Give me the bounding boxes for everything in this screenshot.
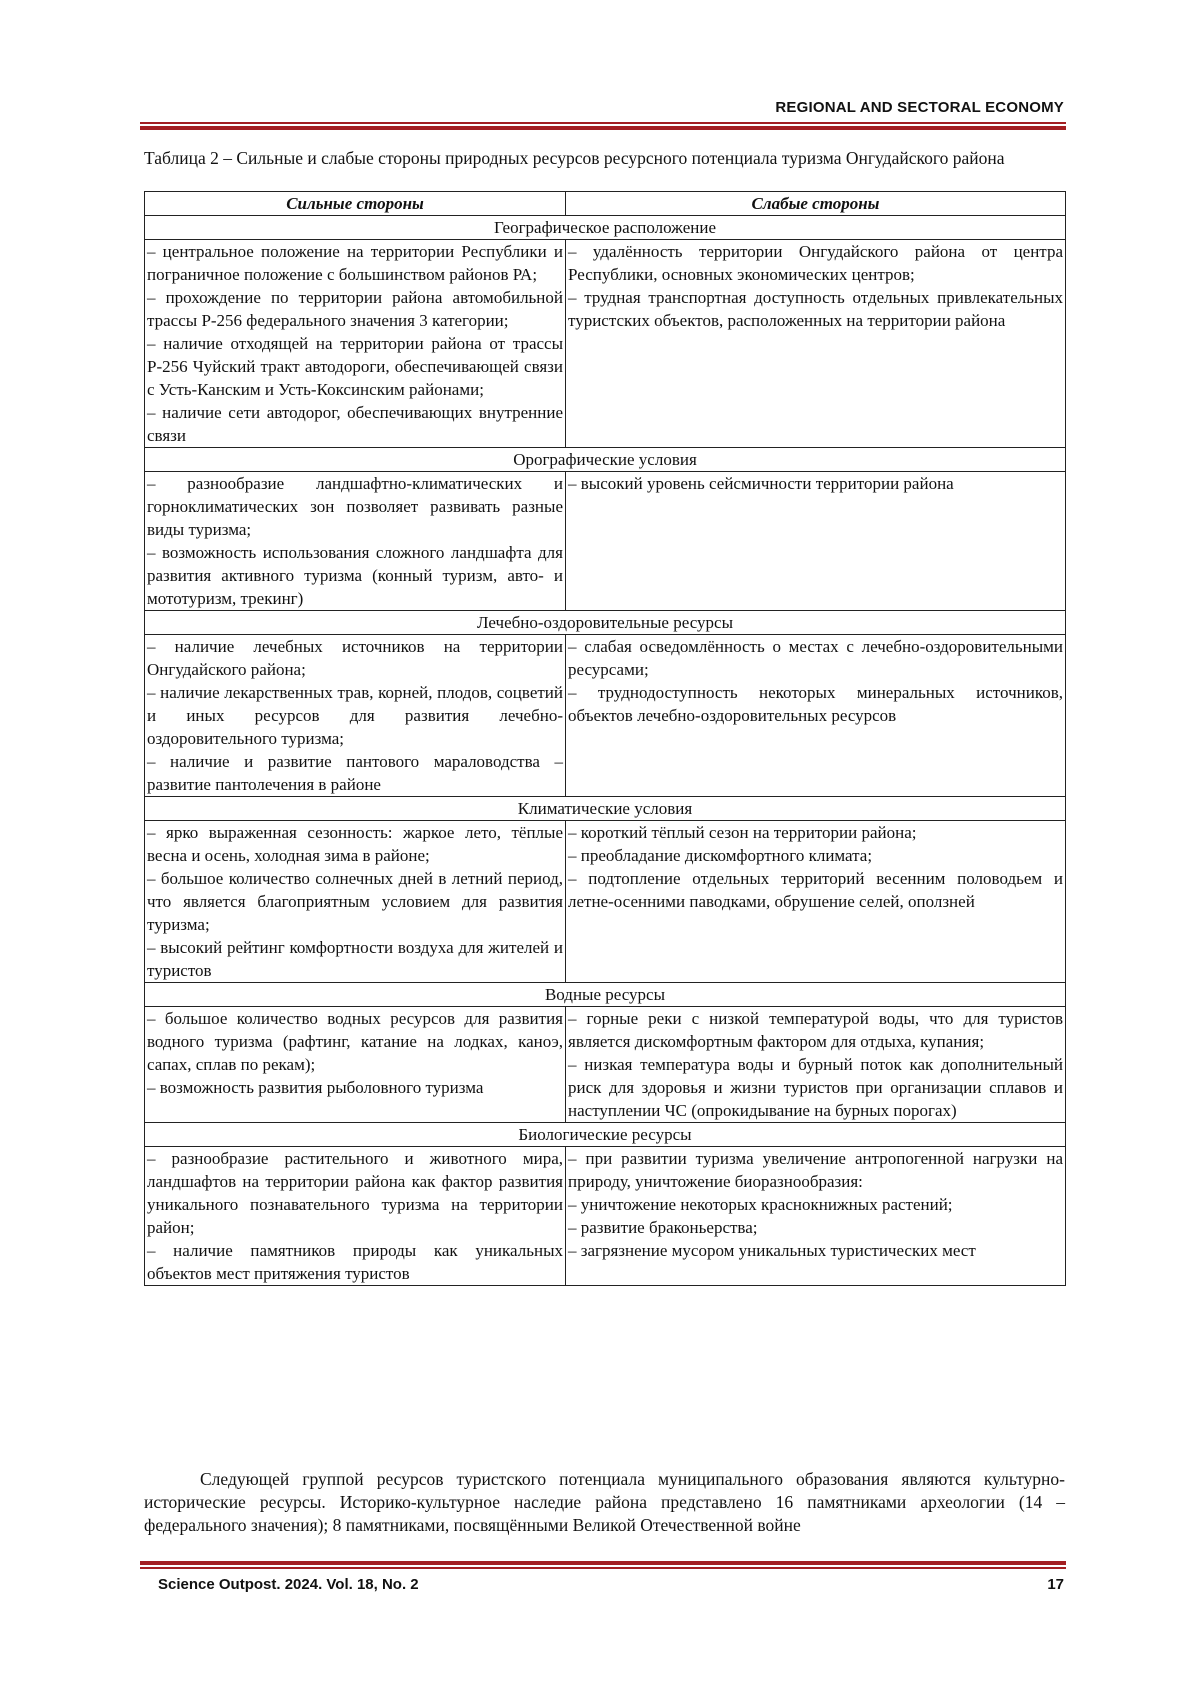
weaknesses-cell xyxy=(566,1147,1066,1286)
strengths-cell xyxy=(145,472,566,611)
strengths-cell xyxy=(145,635,566,797)
strengths-cell xyxy=(145,1007,566,1123)
weakness-item: – удалённость территории Онгудайского района от центра Республики, основных экономических центров; xyxy=(568,242,1063,284)
weakness-item: – слабая осведомлённость о местах с лечебно-оздоровительными ресурсами; xyxy=(568,637,1063,679)
section-content-row xyxy=(145,635,1066,797)
section-header-row xyxy=(145,983,1066,1007)
section-title: Биологические ресурсы xyxy=(145,1123,1066,1147)
section-title: Орографические условия xyxy=(145,448,1066,472)
strength-item: – наличие памятников природы как уникальных объектов мест притяжения туристов xyxy=(147,1241,563,1283)
section-header-row xyxy=(145,797,1066,821)
column-header-strong: Сильные стороны xyxy=(145,192,566,216)
body-paragraph: Следующей группой ресурсов туристского потенциала муниципального образования являются культурно-исторические ресурсы. Историко-культурное наследие района представлено 16 памятниками археологии (14 – федерального значения); 8 памятниками, посвящёнными Великой Отечественной войне xyxy=(144,1469,1065,1535)
strength-item: – наличие лечебных источников на территории Онгудайского района; xyxy=(147,637,563,679)
table-header-row xyxy=(145,192,1066,216)
section-title: Водные ресурсы xyxy=(145,983,1066,1007)
weaknesses-cell xyxy=(566,240,1066,448)
weakness-item: – загрязнение мусором уникальных туристических мест xyxy=(568,1241,976,1260)
strengths-cell xyxy=(145,240,566,448)
weakness-item: – развитие браконьерства; xyxy=(568,1218,758,1237)
strength-item: – возможность развития рыболовного туризма xyxy=(147,1078,484,1097)
footer-rule-thick xyxy=(140,1561,1066,1565)
strength-item: – большое количество водных ресурсов для развития водного туризма (рафтинг, катание на лодках, каноэ, сапах, сплав по рекам); xyxy=(147,1009,563,1074)
strength-item: – центральное положение на территории Республики и пограничное положение с большинством районов РА; xyxy=(147,242,563,284)
strengths-cell xyxy=(145,1147,566,1286)
section-title: Климатические условия xyxy=(145,797,1066,821)
strength-item: – наличие и развитие пантового мараловодства – развитие пантолечения в районе xyxy=(147,752,563,794)
strength-item: – большое количество солнечных дней в летний период, что является благоприятным условием для развития туризма; xyxy=(147,869,563,934)
weaknesses-cell xyxy=(566,472,1066,611)
strengths-cell xyxy=(145,821,566,983)
section-content-row xyxy=(145,472,1066,611)
weakness-item: – преобладание дискомфортного климата; xyxy=(568,846,873,865)
weakness-item: – горные реки с низкой температурой воды, что для туристов является дискомфортным фактором для отдыха, купания; xyxy=(568,1009,1063,1051)
strength-item: – наличие сети автодорог, обеспечивающих внутренние связи xyxy=(147,403,563,445)
weakness-item: – низкая температура воды и бурный поток как дополнительный риск для здоровья и жизни туристов при организации сплавов и наступлении ЧС (опрокидывание на бурных порогах) xyxy=(568,1055,1063,1120)
strength-item: – разнообразие ландшафтно-климатических и горноклиматических зон позволяет развивать разные виды туризма; xyxy=(147,474,563,539)
weaknesses-cell xyxy=(566,635,1066,797)
section-title: Лечебно-оздоровительные ресурсы xyxy=(145,611,1066,635)
section-content-row xyxy=(145,240,1066,448)
header-rule-thick xyxy=(140,126,1066,130)
table-body xyxy=(145,216,1066,1286)
weaknesses-cell xyxy=(566,821,1066,983)
section-content-row xyxy=(145,1007,1066,1123)
table-caption: Таблица 2 – Сильные и слабые стороны природных ресурсов ресурсного потенциала туризма Онгудайского района xyxy=(144,148,1005,168)
strength-item: – прохождение по территории района автомобильной трассы Р-256 федерального значения 3 категории; xyxy=(147,288,563,330)
strength-item: – ярко выраженная сезонность: жаркое лето, тёплые весна и осень, холодная зима в районе; xyxy=(147,823,563,865)
strength-item: – возможность использования сложного ландшафта для развития активного туризма (конный туризм, авто- и мототуризм, трекинг) xyxy=(147,543,563,608)
section-content-row xyxy=(145,821,1066,983)
page-number: 17 xyxy=(1047,1576,1064,1593)
weakness-item: – высокий уровень сейсмичности территории района xyxy=(568,474,954,493)
journal-section-header: REGIONAL AND SECTORAL ECONOMY xyxy=(775,99,1064,116)
strength-item: – наличие лекарственных трав, корней, плодов, соцветий и иных ресурсов для развития лечебно-оздоровительного туризма; xyxy=(147,683,563,748)
weakness-item: – короткий тёплый сезон на территории района; xyxy=(568,823,917,842)
footer-journal: Science Outpost. 2024. Vol. 18, No. 2 xyxy=(158,1576,419,1593)
strength-item: – наличие отходящей на территории района от трассы Р-256 Чуйский тракт автодороги, обеспечивающей связи с Усть-Канским и Усть-Коксинским районами; xyxy=(147,334,563,399)
section-header-row xyxy=(145,1123,1066,1147)
section-title: Географическое расположение xyxy=(145,216,1066,240)
header-rule-thin xyxy=(140,122,1066,124)
weakness-item: – труднодоступность некоторых минеральных источников, объектов лечебно-оздоровительных ресурсов xyxy=(568,683,1063,725)
weakness-item: – уничтожение некоторых краснокнижных растений; xyxy=(568,1195,953,1214)
section-header-row xyxy=(145,216,1066,240)
weakness-item: – при развитии туризма увеличение антропогенной нагрузки на природу, уничтожение биоразнообразия: xyxy=(568,1149,1063,1191)
strength-item: – разнообразие растительного и животного мира, ландшафтов на территории района как фактор развития уникального познавательного туризма на территории район; xyxy=(147,1149,563,1237)
footer-rule-thin xyxy=(140,1567,1066,1569)
weakness-item: – трудная транспортная доступность отдельных привлекательных туристских объектов, расположенных на территории района xyxy=(568,288,1063,330)
weakness-item: – подтопление отдельных территорий весенним половодьем и летне-осенними паводками, обрушение селей, оползней xyxy=(568,869,1063,911)
section-content-row xyxy=(145,1147,1066,1286)
weaknesses-cell xyxy=(566,1007,1066,1123)
column-header-weak: Слабые стороны xyxy=(566,192,1066,216)
section-header-row xyxy=(145,448,1066,472)
strengths-weaknesses-table xyxy=(144,191,1066,1286)
section-header-row xyxy=(145,611,1066,635)
strength-item: – высокий рейтинг комфортности воздуха для жителей и туристов xyxy=(147,938,563,980)
